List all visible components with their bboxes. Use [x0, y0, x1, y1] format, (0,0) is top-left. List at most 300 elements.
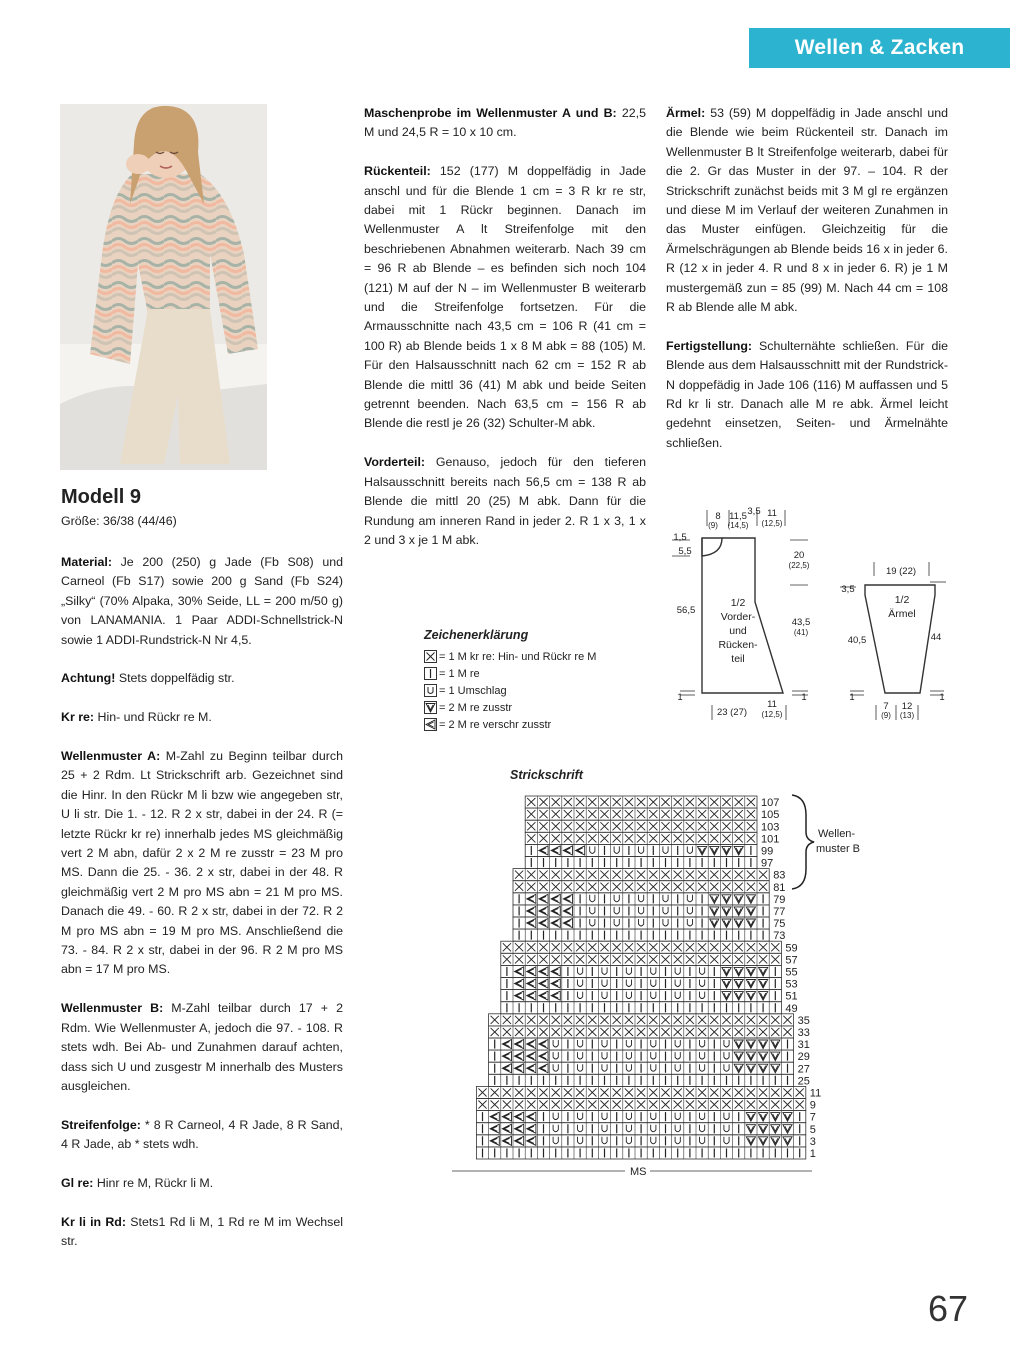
- chart-cell-v: [746, 1064, 755, 1073]
- chart-cell-x: [527, 1101, 535, 1109]
- chart-row: [501, 953, 798, 966]
- chart-cell-x: [661, 1028, 669, 1036]
- label-line: 1/2: [894, 594, 910, 606]
- chart-cell-x: [564, 943, 572, 951]
- chart-cell-a: [539, 846, 548, 855]
- chart-cell-x: [625, 955, 633, 963]
- chart-row-box: [525, 796, 757, 808]
- chart-cell-v: [746, 967, 755, 976]
- chart-cell-x: [539, 834, 547, 842]
- chart-row-number: 97: [761, 857, 774, 870]
- chart-cell-x: [710, 798, 718, 806]
- chart-cell-x: [503, 955, 511, 963]
- chart-cell-x: [552, 955, 560, 963]
- chart-cell-u: [626, 1125, 631, 1132]
- chart-row-box: [525, 808, 757, 820]
- chart-cell-x: [613, 1016, 621, 1024]
- label-line: Rücken-: [718, 639, 758, 651]
- chart-row: [525, 857, 773, 870]
- ms-label: MS: [630, 1166, 647, 1178]
- chart-cell-x: [747, 834, 755, 842]
- paragraph-label: Ärmel:: [666, 106, 706, 120]
- chart-cell-a: [502, 1052, 511, 1061]
- chart-cell-x: [747, 822, 755, 830]
- chart-cell-u: [700, 992, 705, 999]
- chart-row: [501, 1002, 798, 1015]
- chart-cell-x: [576, 943, 584, 951]
- dim-text: 11,5: [729, 511, 747, 522]
- chart-cell-x: [686, 834, 694, 842]
- paragraph: [666, 337, 948, 453]
- chart-cell-x: [771, 943, 779, 951]
- chart-cell-x: [588, 810, 596, 818]
- chart-row: [489, 1062, 810, 1075]
- chart-cell-x: [539, 955, 547, 963]
- dim-text: 1,5: [673, 532, 687, 543]
- chart-cell-x: [674, 943, 682, 951]
- dim-text: 43,5: [791, 617, 811, 628]
- legend-text: = 2 M re verschr zusstr: [439, 718, 552, 731]
- legend-symbol-icon: [424, 701, 437, 714]
- chart-cell-x: [674, 883, 682, 891]
- chart-cell-x: [771, 1028, 779, 1036]
- chart-cell-x: [576, 955, 584, 963]
- chart-cell-x: [637, 883, 645, 891]
- label-line: 1/2: [730, 597, 746, 609]
- chart-cell-x: [600, 834, 608, 842]
- chart-cell-x: [600, 955, 608, 963]
- paragraph-label: Fertigstellung:: [666, 338, 753, 353]
- chart-row-box: [501, 965, 782, 977]
- paragraph-label: Vorderteil:: [364, 455, 426, 470]
- chart-cell-x: [771, 1016, 779, 1024]
- chart-cell-a: [539, 967, 548, 976]
- chart-cell-x: [747, 1016, 755, 1024]
- dim-text: (13): [899, 711, 915, 720]
- neckline-shape: [702, 538, 722, 556]
- chart-cell-u: [553, 1064, 558, 1071]
- chart-cell-x: [637, 834, 645, 842]
- model-title: Modell 9: [61, 486, 142, 508]
- chart-cell-x: [710, 810, 718, 818]
- chart-cell-x: [576, 883, 584, 891]
- chart-cell-x: [674, 1016, 682, 1024]
- chart-cell-x: [515, 871, 523, 879]
- chart-cell-x: [564, 1028, 572, 1036]
- chart-cell-u: [553, 1113, 558, 1120]
- chart-row-box: [525, 857, 757, 869]
- chart-cell-v: [722, 980, 731, 989]
- chart-cell-x: [625, 1028, 633, 1036]
- chart-cell-v: [759, 980, 768, 989]
- chart-row-number: 53: [785, 978, 798, 991]
- chart-cell-x: [588, 834, 596, 842]
- chart-cell-x: [588, 1088, 596, 1096]
- chart-cell-x: [552, 810, 560, 818]
- chart-cell-u: [700, 1064, 705, 1071]
- chart-cell-u: [602, 1125, 607, 1132]
- chart-cell-u: [675, 1052, 680, 1059]
- chart-cell-u: [626, 980, 631, 987]
- chart-cell-a: [502, 1136, 511, 1145]
- chart-cell-v: [746, 1137, 755, 1146]
- legend-item: [424, 665, 624, 682]
- chart-cell-x: [478, 1101, 486, 1109]
- chart-cell-u: [700, 1113, 705, 1120]
- dim-text: 56,5: [676, 605, 696, 616]
- chart-cell-u: [675, 980, 680, 987]
- chart-cell-v: [759, 1125, 768, 1134]
- chart-cell-x: [637, 943, 645, 951]
- chart-cell-a: [527, 906, 536, 915]
- chart-cell-x: [588, 1028, 596, 1036]
- dim-text: 11: [767, 508, 777, 519]
- chart-cell-u: [700, 1125, 705, 1132]
- chart-cell-u: [651, 1113, 656, 1120]
- chart-cell-x: [649, 943, 657, 951]
- chart-cell-x: [661, 798, 669, 806]
- chart-cell-v: [771, 1113, 780, 1122]
- chart-cell-x: [539, 810, 547, 818]
- chart-row-number: 51: [785, 990, 798, 1003]
- chart-cell-v: [759, 967, 768, 976]
- chart-cell-x: [539, 1028, 547, 1036]
- chart-cell-x: [600, 798, 608, 806]
- legend-text: = 1 M re: [439, 667, 480, 680]
- chart-cell-x: [576, 1101, 584, 1109]
- paragraph-text: 22,5 M und 24,5 R = 10 x 10 cm.: [364, 106, 646, 140]
- chart-cell-u: [675, 1113, 680, 1120]
- chart-cell-u: [626, 1137, 631, 1144]
- chart-cell-v: [734, 992, 743, 1001]
- chart-cell-v: [722, 919, 731, 928]
- chart-cell-v: [746, 1040, 755, 1049]
- chart-cell-a: [576, 846, 585, 855]
- chart-cell-a: [551, 894, 560, 903]
- chart-cell-u: [626, 1113, 631, 1120]
- chart-cell-u: [675, 1137, 680, 1144]
- paragraph-label: Maschenprobe im Wellenmuster A und B:: [364, 106, 617, 120]
- chart-row: [476, 1147, 816, 1160]
- chart-cell-x: [783, 1101, 791, 1109]
- chart-cell-u: [651, 967, 656, 974]
- chart-row-box: [501, 953, 782, 965]
- paragraph: [61, 553, 343, 650]
- chart-cell-x: [649, 1016, 657, 1024]
- chart-cell-a: [490, 1112, 499, 1121]
- chart-cell-a: [515, 1124, 524, 1133]
- chart-cell-x: [576, 1088, 584, 1096]
- legend-list: [424, 648, 624, 733]
- chart-row: [489, 1074, 810, 1087]
- chart-cell-a: [539, 991, 548, 1000]
- chart-cell-v: [734, 846, 743, 855]
- chart-cell-x: [625, 1088, 633, 1096]
- chart-cell-x: [686, 871, 694, 879]
- chart-cell-v: [698, 846, 707, 855]
- chart-cell-v: [759, 1113, 768, 1122]
- paragraph-text: Hin- und Rückr re M.: [94, 710, 212, 725]
- instructions-column-3: [666, 104, 948, 473]
- chart-cell-v: [746, 1113, 755, 1122]
- legend-text: = 1 Umschlag: [439, 684, 507, 697]
- chart-cell-v: [722, 846, 731, 855]
- chart-cell-x: [539, 871, 547, 879]
- paragraph-text: Stets doppelfädig str.: [115, 671, 235, 686]
- chart-row: [513, 881, 785, 894]
- chart-cell-x: [747, 1088, 755, 1096]
- chart-cell-u: [602, 980, 607, 987]
- chart-cell-x: [527, 955, 535, 963]
- chart-cell-v: [722, 895, 731, 904]
- chart-cell-u: [700, 980, 705, 987]
- chart-cell-u: [602, 1064, 607, 1071]
- chart-cell-a: [515, 1136, 524, 1145]
- chart-row-number: 33: [797, 1027, 810, 1039]
- chart-cell-u: [675, 992, 680, 999]
- chart-cell-x: [735, 1088, 743, 1096]
- chart-cell-x: [625, 798, 633, 806]
- chart-cell-x: [637, 822, 645, 830]
- chart-cell-u: [663, 919, 668, 926]
- chart-cell-x: [588, 1016, 596, 1024]
- chart-cell-x: [637, 798, 645, 806]
- body-label: [718, 597, 758, 665]
- chart-cell-x: [698, 1028, 706, 1036]
- chart-cell-x: [759, 883, 767, 891]
- chart-cell-x: [686, 1016, 694, 1024]
- chart-cell-x: [759, 1028, 767, 1036]
- chart-cell-u: [724, 1040, 729, 1047]
- paragraph-text: 152 (177) M doppelfädig in Jade anschl und für die Blende 1 cm = 3 R kr re str, dabei mit 1 Rückr beginnen. Danach im Wellenmuster A lt Streifenfolge mit den beschriebenen Abnahmen weiterarb. Nach 39 cm = 96 R ab Blende – es befinden sich noch 104 (121) M auf der N – im Wellenmuster B weiterarb und die Streifenfolge fortsetzen. Für die Armausschnitte nach 43,5 cm = 106 R (41 cm = 100 R) ab Blende beids 1 x 8 M abk = 88 (105) M. Für den Halsausschnitt nach 62 cm = 152 R ab Blende die mittl 36 (41) M abk und beide Seiten getrennt beenden. Nach 63,5 cm = 156 R ab Blende die restl je 26 (32) Schulter-M abk.: [364, 164, 646, 431]
- paragraph: [364, 162, 646, 434]
- chart-cell-v: [759, 1052, 768, 1061]
- chart-cell-x: [539, 798, 547, 806]
- paragraph: [61, 999, 343, 1096]
- chart-cell-x: [637, 1088, 645, 1096]
- paragraph: [61, 708, 343, 727]
- chart-cell-a: [551, 846, 560, 855]
- chart-cell-x: [710, 955, 718, 963]
- chart-cell-x: [686, 1028, 694, 1036]
- dim-text: (9): [881, 711, 891, 720]
- chart-cell-x: [686, 798, 694, 806]
- chart-row-box: [489, 1050, 794, 1062]
- chart-cell-x: [649, 834, 657, 842]
- chart-cell-x: [600, 822, 608, 830]
- chart-cell-u: [553, 1052, 558, 1059]
- chart-cell-u: [675, 1064, 680, 1071]
- chart-row: [489, 1038, 810, 1051]
- chart-cell-a: [563, 906, 572, 915]
- chart-cell-v: [746, 992, 755, 1001]
- legend-text: = 2 M re zusstr: [439, 701, 513, 714]
- chart-cell-u: [578, 1040, 583, 1047]
- chart-cell-x: [637, 1028, 645, 1036]
- chart-cell-a: [527, 979, 536, 988]
- chart-cell-x: [698, 943, 706, 951]
- chart-cell-x: [722, 822, 730, 830]
- chart-row: [476, 1086, 821, 1099]
- chart-cell-u: [651, 980, 656, 987]
- chart-cell-a: [527, 1040, 536, 1049]
- chart-cell-x: [722, 883, 730, 891]
- paragraph-text: Je 200 (250) g Jade (Fb S08) und Carneol (Fb S17) sowie 200 g Sand (Fb S24) „Silky“ (70% Alpaka, 30% Seide, LL = 200 m/50 g) von LANAMANIA. 1 Paar ADDI-Schnellstrick-N sowie 1 ADDI-Rundstrick-N Nr 4,5.: [61, 555, 343, 647]
- chart-row-number: 55: [785, 966, 798, 979]
- chart-row: [501, 990, 798, 1003]
- chart-cell-x: [759, 871, 767, 879]
- paragraph-label: Material:: [61, 555, 112, 569]
- chart-cell-x: [478, 1088, 486, 1096]
- chart-cell-x: [674, 955, 682, 963]
- chart-cell-a: [502, 1112, 511, 1121]
- chart-cell-x: [710, 883, 718, 891]
- chart-cell-x: [576, 1028, 584, 1036]
- chart-cell-x: [625, 871, 633, 879]
- paragraph-text: Hinr re M, Rückr li M.: [93, 1175, 214, 1190]
- bracket-label-line: Wellen-: [818, 828, 856, 840]
- chart-cell-x: [674, 1028, 682, 1036]
- chart-row-number: 75: [773, 918, 786, 931]
- chart-cell-x: [613, 1028, 621, 1036]
- chart-cell-u: [602, 1052, 607, 1059]
- bracket-label-line: muster B: [816, 843, 861, 855]
- model-photo: [60, 104, 267, 470]
- chart-cell-x: [613, 955, 621, 963]
- chart-cell-x: [576, 834, 584, 842]
- chart-cell-u: [614, 895, 619, 902]
- chart-cell-x: [796, 1088, 804, 1096]
- chart-cell-x: [686, 1101, 694, 1109]
- paragraph-text: Stets1 Rd li M, 1 Rd re M im Wechsel str.: [61, 1214, 344, 1249]
- chart-cell-x: [661, 883, 669, 891]
- paragraph-label: Wellenmuster B:: [61, 1001, 164, 1016]
- chart-cell-x: [649, 1101, 657, 1109]
- chart-cell-u: [700, 1040, 705, 1047]
- chart-row-box: [525, 844, 757, 856]
- chart-cell-x: [539, 1088, 547, 1096]
- chart-cell-x: [527, 883, 535, 891]
- chart-cell-v: [734, 907, 743, 916]
- chart-row-box: [525, 832, 757, 844]
- chart-cell-a: [515, 1040, 524, 1049]
- chart-cell-x: [783, 1028, 791, 1036]
- chart-cell-x: [674, 822, 682, 830]
- paragraph-text: M-Zahl zu Beginn teilbar durch 25 + 2 Rdm. Lt Strickschrift arb. Gezeichnet sind die Hinr. In den Rückr M li bzw wie angegeben str, U li str. Die 1. - 12. R 2 x str, dabei in der 24. R (= letzte Rückr kr re) innerhalb jedes MS gleichmäßig vert 2 M abn, dafür 2 x 2 M re zusstr = 23 M pro MS. Dann die 25. - 36. 2 x str, dabei in der 48. R gleichmäßig vert 2 M pro MS abn = 21 M pro MS. Danach die 49. - 60. R 2 x str, dabei in der 72. R 2 M pro MS abn = 19 M pro MS. Anschließend die 73. - 84. R 2 x str, dabei in der 96. R 2 M pro MS abn = 17 M pro MS.: [61, 749, 343, 977]
- chart-cell-x: [576, 822, 584, 830]
- chart-cell-u: [578, 1113, 583, 1120]
- size-info: Größe: 36/38 (44/46): [61, 514, 177, 528]
- chart-cell-x: [674, 834, 682, 842]
- chart-cell-u: [724, 1052, 729, 1059]
- chart-cell-x: [625, 1101, 633, 1109]
- chart-cell-v: [734, 1064, 743, 1073]
- chart-cell-x: [625, 883, 633, 891]
- legend-item: [424, 716, 624, 733]
- chart-cell-x: [600, 943, 608, 951]
- chart-cell-x: [661, 1016, 669, 1024]
- dim-text: 40,5: [847, 635, 867, 646]
- chart-cell-x: [503, 1016, 511, 1024]
- chart-cell-x: [722, 1101, 730, 1109]
- chart-cell-x: [613, 871, 621, 879]
- chart-cell-u: [651, 1052, 656, 1059]
- chart-row-number: 49: [785, 1002, 798, 1015]
- chart-cell-u: [553, 1137, 558, 1144]
- chart-cell-x: [515, 1028, 523, 1036]
- chart-cell-u: [626, 992, 631, 999]
- legend-text: = 1 M kr re: Hin- und Rückr re M: [439, 650, 597, 663]
- chart-cell-x: [552, 1088, 560, 1096]
- chart-cell-x: [771, 1101, 779, 1109]
- chart-cell-x: [527, 1016, 535, 1024]
- chart-cell-x: [710, 1088, 718, 1096]
- chart-cell-x: [674, 798, 682, 806]
- chart-cell-x: [576, 810, 584, 818]
- dim-text: (12,5): [761, 519, 783, 528]
- chart-cell-u: [590, 846, 595, 853]
- chart-cell-x: [722, 798, 730, 806]
- chart-cell-v: [734, 980, 743, 989]
- chart-row: [525, 808, 779, 821]
- chart-cell-u: [663, 895, 668, 902]
- chart-cell-u: [687, 895, 692, 902]
- chart-cell-a: [527, 919, 536, 928]
- chart-cell-u: [675, 967, 680, 974]
- chart-row-number: 29: [797, 1051, 810, 1064]
- chart-cell-a: [551, 991, 560, 1000]
- chart-cell-a: [515, 1112, 524, 1121]
- chart-cell-u: [578, 1125, 583, 1132]
- legend-symbol-icon: [424, 667, 437, 680]
- chart-cell-x: [759, 1101, 767, 1109]
- chart-cell-x: [515, 883, 523, 891]
- paragraph-label: Streifenfolge:: [61, 1117, 141, 1132]
- chart-cell-x: [588, 822, 596, 830]
- chart-cell-u: [590, 919, 595, 926]
- chart-row-number: 99: [761, 845, 774, 858]
- chart-cell-u: [602, 1040, 607, 1047]
- paragraph: [666, 104, 948, 317]
- chart-cell-x: [588, 943, 596, 951]
- chart-cell-x: [515, 1088, 523, 1096]
- chart-cell-a: [551, 906, 560, 915]
- chart-row-box: [501, 941, 782, 953]
- chart-cell-u: [639, 846, 644, 853]
- dim-text: 44: [930, 632, 942, 643]
- chart-cell-u: [651, 1040, 656, 1047]
- chart-row-box: [476, 1086, 805, 1098]
- chart-row-number: 25: [797, 1075, 810, 1088]
- chart-cell-x: [576, 1016, 584, 1024]
- chart-row-number: 59: [785, 942, 798, 955]
- chart-cell-x: [710, 871, 718, 879]
- chart-cell-v: [710, 846, 719, 855]
- chart-cell-x: [613, 1088, 621, 1096]
- chart-cell-x: [698, 1088, 706, 1096]
- chart-cell-u: [687, 907, 692, 914]
- chart-cell-a: [527, 1124, 536, 1133]
- chart-cell-u: [602, 1137, 607, 1144]
- chart-cell-u: [578, 967, 583, 974]
- chart-cell-x: [674, 810, 682, 818]
- chart-cell-x: [564, 822, 572, 830]
- dim-text: 20: [793, 550, 805, 561]
- chart-row: [501, 941, 798, 954]
- chart-cell-u: [700, 1137, 705, 1144]
- chart-cell-x: [539, 822, 547, 830]
- chart-cell-x: [637, 955, 645, 963]
